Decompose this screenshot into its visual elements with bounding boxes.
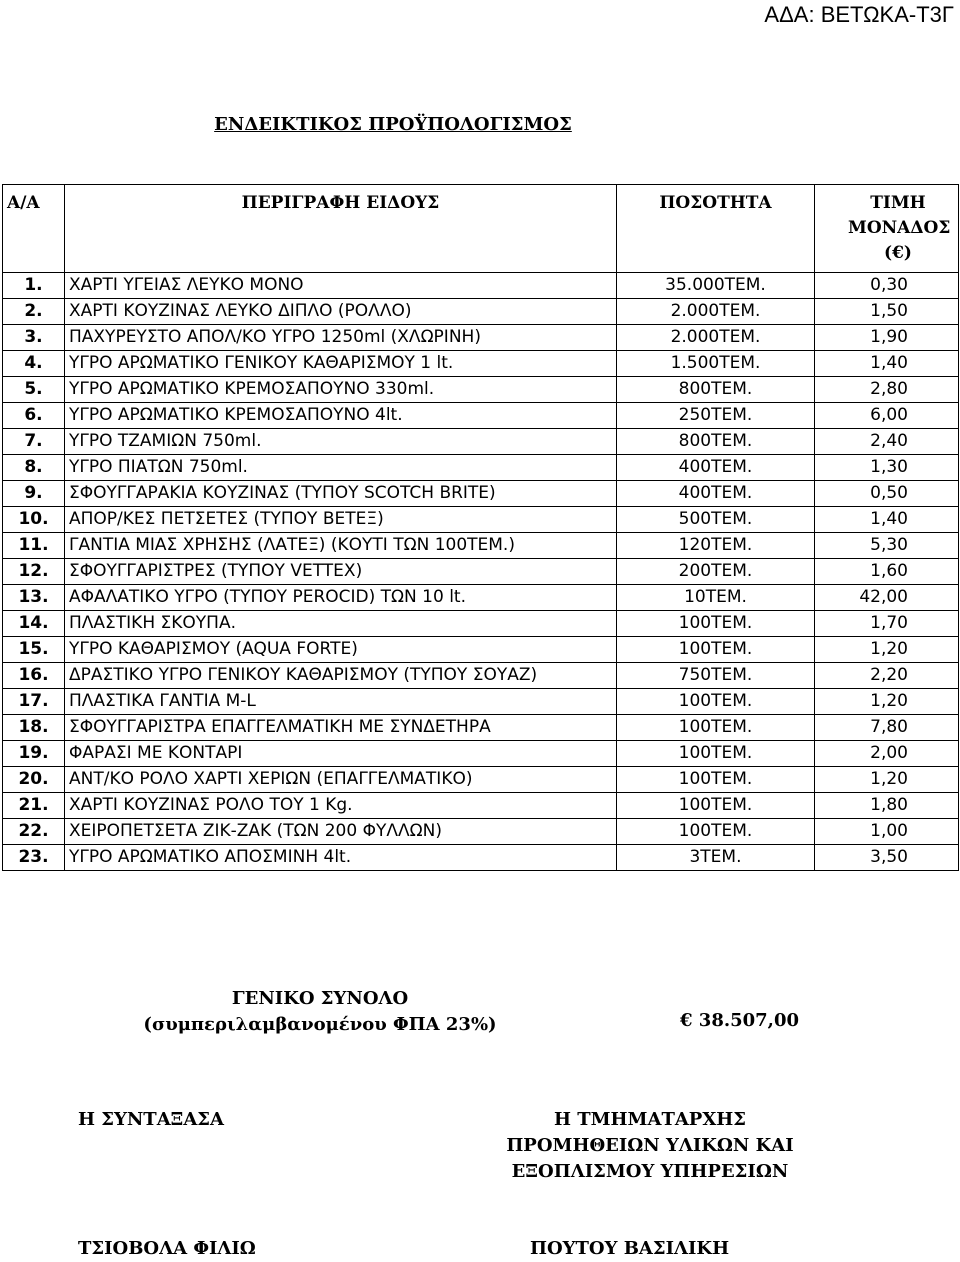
header-aa: Α/Α	[3, 185, 65, 273]
row-number: 4.	[3, 351, 65, 377]
row-unit-price: 1,40	[815, 351, 959, 377]
row-description: ΣΦΟΥΓΓΑΡΙΣΤΡΕΣ (ΤΥΠΟΥ VETTEX)	[65, 559, 617, 585]
row-description: ΦΑΡΑΣΙ ΜΕ ΚΟΝΤΑΡΙ	[65, 741, 617, 767]
row-quantity: 100ΤΕΜ.	[617, 637, 815, 663]
row-number: 19.	[3, 741, 65, 767]
row-unit-price: 1,80	[815, 793, 959, 819]
row-quantity: 2.000ΤΕΜ.	[617, 325, 815, 351]
row-unit-price: 1,70	[815, 611, 959, 637]
row-unit-price: 1,90	[815, 325, 959, 351]
table-row	[3, 403, 959, 429]
row-description: ΥΓΡΟ ΑΡΩΜΑΤΙΚΟ ΚΡΕΜΟΣΑΠΟΥΝΟ 4lt.	[65, 403, 617, 429]
table-row	[3, 351, 959, 377]
total-value: € 38.507,00	[680, 1010, 799, 1031]
table-row	[3, 819, 959, 845]
row-unit-price: 1,20	[815, 767, 959, 793]
signature-left-title: Η ΣΥΝΤΑΞΑΣΑ	[78, 1109, 224, 1130]
row-number: 22.	[3, 819, 65, 845]
table-row	[3, 715, 959, 741]
row-description: ΑΠΟΡ/ΚΕΣ ΠΕΤΣΕΤΕΣ (ΤΥΠΟΥ ΒΕΤΕΞ)	[65, 507, 617, 533]
table-row	[3, 585, 959, 611]
table-row	[3, 689, 959, 715]
row-unit-price: 0,30	[815, 273, 959, 299]
ada-code: ΑΔΑ: ΒΕΤΩΚΑ-Τ3Γ	[764, 2, 954, 27]
row-unit-price: 1,00	[815, 819, 959, 845]
row-description: ΠΛΑΣΤΙΚΑ ΓΑΝΤΙΑ M-L	[65, 689, 617, 715]
row-quantity: 100ΤΕΜ.	[617, 715, 815, 741]
table-row	[3, 637, 959, 663]
header-unit-price	[815, 185, 959, 273]
table-row	[3, 663, 959, 689]
row-quantity: 100ΤΕΜ.	[617, 793, 815, 819]
row-number: 1.	[3, 273, 65, 299]
row-description: ΣΦΟΥΓΓΑΡΑΚΙΑ ΚΟΥΖΙΝΑΣ (ΤΥΠΟΥ SCOTCH BRITE)	[65, 481, 617, 507]
row-unit-price: 7,80	[815, 715, 959, 741]
row-number: 10.	[3, 507, 65, 533]
row-description: ΥΓΡΟ ΤΖΑΜΙΩΝ 750ml.	[65, 429, 617, 455]
row-quantity: 100ΤΕΜ.	[617, 689, 815, 715]
row-number: 6.	[3, 403, 65, 429]
table-row	[3, 377, 959, 403]
table-row	[3, 793, 959, 819]
row-number: 12.	[3, 559, 65, 585]
row-quantity: 10ΤΕΜ.	[617, 585, 815, 611]
row-description: ΧΑΡΤΙ ΚΟΥΖΙΝΑΣ ΡΟΛΟ ΤΟΥ 1 Kg.	[65, 793, 617, 819]
table-row	[3, 455, 959, 481]
row-number: 5.	[3, 377, 65, 403]
row-unit-price: 1,30	[815, 455, 959, 481]
row-quantity: 3ΤΕΜ.	[617, 845, 815, 871]
total-label	[110, 986, 530, 1038]
row-quantity: 250ΤΕΜ.	[617, 403, 815, 429]
row-number: 20.	[3, 767, 65, 793]
row-unit-price: 1,60	[815, 559, 959, 585]
row-description: ΓΑΝΤΙΑ ΜΙΑΣ ΧΡΗΣΗΣ (ΛΑΤΕΞ) (ΚΟΥΤΙ ΤΩΝ 100ΤΕΜ.)	[65, 533, 617, 559]
table-row	[3, 429, 959, 455]
table-row	[3, 767, 959, 793]
table-row	[3, 481, 959, 507]
row-description: ΥΓΡΟ ΚΑΘΑΡΙΣΜΟΥ (AQUA FORTE)	[65, 637, 617, 663]
header-description: ΠΕΡΙΓΡΑΦΗ ΕΙΔΟΥΣ	[65, 185, 617, 273]
row-number: 18.	[3, 715, 65, 741]
row-unit-price: 2,20	[815, 663, 959, 689]
signature-right-name: ΠΟΥΤΟΥ ΒΑΣΙΛΙΚΗ	[530, 1238, 730, 1259]
row-number: 21.	[3, 793, 65, 819]
signature-right-title	[490, 1107, 810, 1185]
row-description: ΣΦΟΥΓΓΑΡΙΣΤΡΑ ΕΠΑΓΓΕΛΜΑΤΙΚΗ ΜΕ ΣΥΝΔΕΤΗΡΑ	[65, 715, 617, 741]
row-description: ΔΡΑΣΤΙΚΟ ΥΓΡΟ ΓΕΝΙΚΟΥ ΚΑΘΑΡΙΣΜΟΥ (ΤΥΠΟΥ ΣΟΥΑΖ)	[65, 663, 617, 689]
row-quantity: 400ΤΕΜ.	[617, 455, 815, 481]
signature-right-title-line3: ΕΞΟΠΛΙΣΜΟΥ ΥΠΗΡΕΣΙΩΝ	[511, 1161, 789, 1182]
budget-table	[2, 184, 959, 871]
table-row	[3, 741, 959, 767]
row-unit-price: 6,00	[815, 403, 959, 429]
row-description: ΠΛΑΣΤΙΚΗ ΣΚΟΥΠΑ.	[65, 611, 617, 637]
row-unit-price: 2,40	[815, 429, 959, 455]
row-description: ΧΑΡΤΙ ΥΓΕΙΑΣ ΛΕΥΚΟ ΜΟΝΟ	[65, 273, 617, 299]
row-quantity: 35.000ΤΕΜ.	[617, 273, 815, 299]
row-description: ΧΑΡΤΙ ΚΟΥΖΙΝΑΣ ΛΕΥΚΟ ΔΙΠΛΟ (ΡΟΛΛΟ)	[65, 299, 617, 325]
header-unit-price-label: ΤΙΜΗ ΜΟΝΑΔΟΣ (€)	[848, 193, 951, 263]
row-unit-price: 2,80	[815, 377, 959, 403]
row-unit-price: 0,50	[815, 481, 959, 507]
row-number: 17.	[3, 689, 65, 715]
table-row	[3, 559, 959, 585]
row-unit-price: 3,50	[815, 845, 959, 871]
document-title: ΕΝΔΕΙΚΤΙΚΟΣ ΠΡΟΫΠΟΛΟΓΙΣΜΟΣ	[214, 114, 572, 135]
table-row	[3, 325, 959, 351]
table-row	[3, 299, 959, 325]
row-description: ΧΕΙΡΟΠΕΤΣΕΤΑ ΖΙΚ-ΖΑΚ (ΤΩΝ 200 ΦΥΛΛΩΝ)	[65, 819, 617, 845]
row-unit-price: 42,00	[815, 585, 959, 611]
header-quantity: ΠΟΣΟΤΗΤΑ	[617, 185, 815, 273]
row-number: 11.	[3, 533, 65, 559]
total-label-line2: (συμπεριλαμβανομένου ΦΠΑ 23%)	[143, 1014, 497, 1035]
row-number: 8.	[3, 455, 65, 481]
row-quantity: 120ΤΕΜ.	[617, 533, 815, 559]
row-unit-price: 1,20	[815, 637, 959, 663]
signature-right-title-line1: Η ΤΜΗΜΑΤΑΡΧΗΣ	[553, 1109, 747, 1130]
row-quantity: 800ΤΕΜ.	[617, 429, 815, 455]
row-unit-price: 1,50	[815, 299, 959, 325]
row-description: ΑΝΤ/ΚΟ ΡΟΛΟ ΧΑΡΤΙ ΧΕΡΙΩΝ (ΕΠΑΓΓΕΛΜΑΤΙΚΟ)	[65, 767, 617, 793]
table-header-row	[3, 185, 959, 273]
row-quantity: 400ΤΕΜ.	[617, 481, 815, 507]
row-quantity: 800ΤΕΜ.	[617, 377, 815, 403]
table-row	[3, 845, 959, 871]
row-quantity: 1.500ΤΕΜ.	[617, 351, 815, 377]
row-unit-price: 5,30	[815, 533, 959, 559]
row-number: 14.	[3, 611, 65, 637]
row-quantity: 500ΤΕΜ.	[617, 507, 815, 533]
row-description: ΥΓΡΟ ΑΡΩΜΑΤΙΚΟ ΓΕΝΙΚΟΥ ΚΑΘΑΡΙΣΜΟΥ 1 lt.	[65, 351, 617, 377]
row-unit-price: 1,40	[815, 507, 959, 533]
row-quantity: 100ΤΕΜ.	[617, 819, 815, 845]
row-quantity: 100ΤΕΜ.	[617, 611, 815, 637]
row-description: ΥΓΡΟ ΑΡΩΜΑΤΙΚΟ ΚΡΕΜΟΣΑΠΟΥΝΟ 330ml.	[65, 377, 617, 403]
row-number: 13.	[3, 585, 65, 611]
row-quantity: 750ΤΕΜ.	[617, 663, 815, 689]
row-description: ΥΓΡΟ ΠΙΑΤΩΝ 750ml.	[65, 455, 617, 481]
row-number: 7.	[3, 429, 65, 455]
table-row	[3, 273, 959, 299]
row-description: ΥΓΡΟ ΑΡΩΜΑΤΙΚΟ ΑΠΟΣΜΙΝΗ 4lt.	[65, 845, 617, 871]
table-row	[3, 611, 959, 637]
row-quantity: 2.000ΤΕΜ.	[617, 299, 815, 325]
signature-left-name: ΤΣΙΟΒΟΛΑ ΦΙΛΙΩ	[78, 1238, 256, 1259]
row-quantity: 100ΤΕΜ.	[617, 767, 815, 793]
table-row	[3, 533, 959, 559]
table-row	[3, 507, 959, 533]
row-quantity: 200ΤΕΜ.	[617, 559, 815, 585]
row-number: 3.	[3, 325, 65, 351]
total-label-line1: ΓΕΝΙΚΟ ΣΥΝΟΛΟ	[231, 988, 409, 1009]
row-description: ΠΑΧΥΡΕΥΣΤΟ ΑΠΟΛ/ΚΟ ΥΓΡΟ 1250ml (ΧΛΩΡΙΝΗ)	[65, 325, 617, 351]
row-number: 16.	[3, 663, 65, 689]
row-unit-price: 2,00	[815, 741, 959, 767]
row-description: ΑΦΑΛΑΤΙΚΟ ΥΓΡΟ (ΤΥΠΟΥ PEROCID) ΤΩΝ 10 lt.	[65, 585, 617, 611]
row-unit-price: 1,20	[815, 689, 959, 715]
row-quantity: 100ΤΕΜ.	[617, 741, 815, 767]
row-number: 15.	[3, 637, 65, 663]
row-number: 23.	[3, 845, 65, 871]
row-number: 2.	[3, 299, 65, 325]
table-body	[3, 273, 959, 871]
signature-right-title-line2: ΠΡΟΜΗΘΕΙΩΝ ΥΛΙΚΩΝ ΚΑΙ	[506, 1135, 794, 1156]
row-number: 9.	[3, 481, 65, 507]
